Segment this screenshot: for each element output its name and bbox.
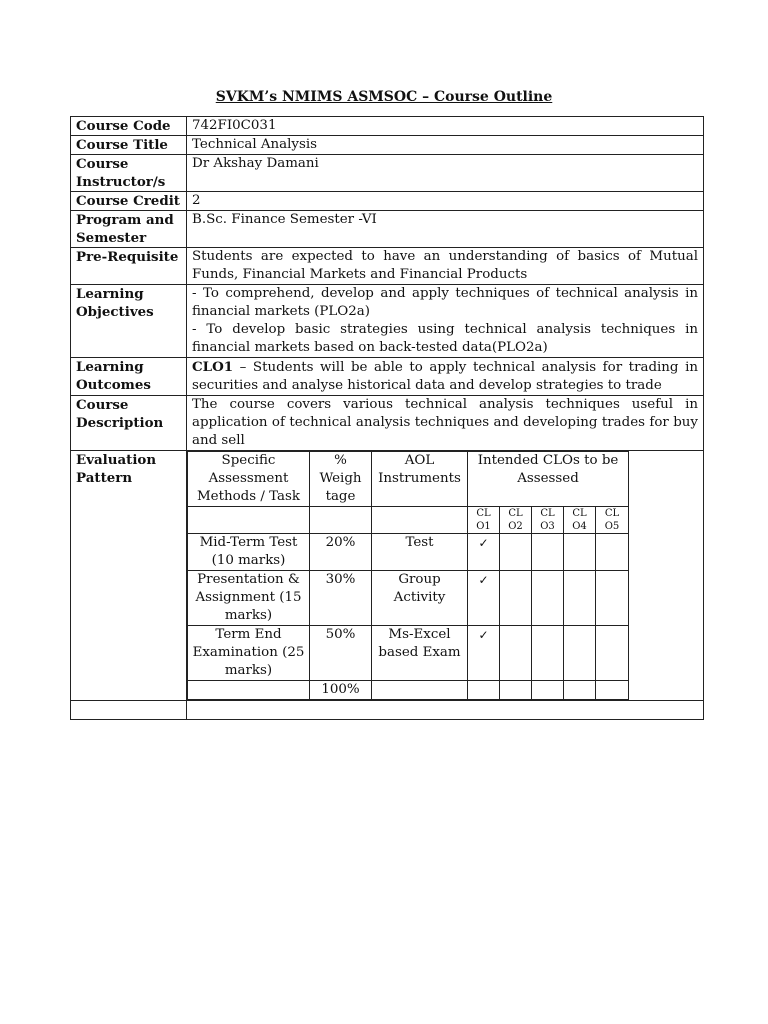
instructor-row [71,155,704,192]
eval-total-row [188,681,629,700]
eval-header-method: Specific Assessment Methods / Task [188,452,310,507]
clo-tag: CLO1 [192,359,234,375]
clo-empty-cell [532,571,564,626]
clo-check-cell [468,571,500,626]
eval-method: Mid-Term Test (10 marks) [188,534,310,571]
eval-header-clos: Intended CLOs to be Assessed [468,452,629,507]
course-outline-table [70,116,704,720]
program-value: B.Sc. Finance Semester -VI [187,211,704,248]
outcomes-value [187,358,704,396]
eval-item-row [188,534,629,571]
course-title-row [71,136,704,155]
credit-label: Course Credit [71,192,187,211]
clo-empty-cell [596,681,629,700]
description-row [71,396,704,451]
clo-empty-cell [468,681,500,700]
outcomes-label: Learning Outcomes [71,358,187,396]
outcomes-row [71,358,704,396]
eval-total: 100% [310,681,372,700]
clo-check-cell [468,626,500,681]
eval-header-weightage: % Weigh tage [310,452,372,507]
check-icon: ✓ [478,573,489,587]
eval-instrument: Group Activity [372,571,468,626]
clo-empty-cell [500,534,532,571]
program-label: Program and Semester [71,211,187,248]
eval-item-row [188,571,629,626]
eval-weight: 50% [310,626,372,681]
clo-empty-cell [500,626,532,681]
course-code-label: Course Code [71,117,187,136]
clo-empty-cell [500,571,532,626]
blank-label-cell [71,701,187,720]
prerequisite-label: Pre-Requisite [71,248,187,285]
clo-empty-cell [596,626,629,681]
objectives-value [187,285,704,358]
clo-label: CL O2 [500,507,532,534]
credit-row [71,192,704,211]
objective-item: - To comprehend, develop and apply techniques of technical analysis in financial markets (PLO2a) [192,286,698,319]
clo-empty-cell [564,626,596,681]
clo-empty-cell [500,681,532,700]
blank-value-cell [187,701,704,720]
prerequisite-value: Students are expected to have an understanding of basics of Mutual Funds, Financial Markets and Financial Products [187,248,704,285]
prerequisite-row [71,248,704,285]
evaluation-label: Evaluation Pattern [71,451,187,701]
page-title: SVKM’s NMIMS ASMSOC – Course Outline [215,89,553,105]
eval-empty-cell [188,507,310,534]
evaluation-cell [187,451,704,701]
clo-empty-cell [564,534,596,571]
description-value: The course covers various technical analysis techniques useful in application of technical analysis techniques and developing trades for buy and sell [187,396,704,451]
check-icon: ✓ [478,536,489,550]
clo-empty-cell [532,681,564,700]
eval-instrument: Test [372,534,468,571]
credit-value: 2 [187,192,704,211]
instructor-label: Course Instructor/s [71,155,187,192]
eval-method: Term End Examination (25 marks) [188,626,310,681]
course-code-value: 742FI0C031 [187,117,704,136]
blank-row [71,701,704,720]
description-label: Course Description [71,396,187,451]
eval-item-row [188,626,629,681]
course-code-row [71,117,704,136]
objective-item: - To develop basic strategies using technical analysis techniques in financial markets based on back-tested data(PLO2a) [192,322,698,355]
evaluation-row [71,451,704,701]
clo-empty-cell [596,571,629,626]
eval-clo-label-row [188,507,629,534]
clo-empty-cell [596,534,629,571]
eval-header-row [188,452,629,507]
clo-empty-cell [532,534,564,571]
check-icon: ✓ [478,628,489,642]
eval-empty-cell [310,507,372,534]
course-title-label: Course Title [71,136,187,155]
clo-check-cell [468,534,500,571]
clo-empty-cell [532,626,564,681]
eval-instrument: Ms-Excel based Exam [372,626,468,681]
course-title-value: Technical Analysis [187,136,704,155]
clo-label: CL O4 [564,507,596,534]
eval-empty-cell [372,681,468,700]
objectives-row [71,285,704,358]
outcome-text: – Students will be able to apply technical analysis for trading in securities and analyse historical data and develop strategies to trade [192,360,698,393]
eval-header-aol: AOL Instruments [372,452,468,507]
eval-weight: 20% [310,534,372,571]
clo-empty-cell [564,681,596,700]
eval-method: Presentation & Assignment (15 marks) [188,571,310,626]
clo-empty-cell [564,571,596,626]
program-row [71,211,704,248]
clo-label: CL O1 [468,507,500,534]
objectives-label: Learning Objectives [71,285,187,358]
eval-empty-cell [188,681,310,700]
evaluation-table [187,451,629,700]
instructor-value: Dr Akshay Damani [187,155,704,192]
clo-label: CL O5 [596,507,629,534]
clo-label: CL O3 [532,507,564,534]
eval-empty-cell [372,507,468,534]
eval-weight: 30% [310,571,372,626]
